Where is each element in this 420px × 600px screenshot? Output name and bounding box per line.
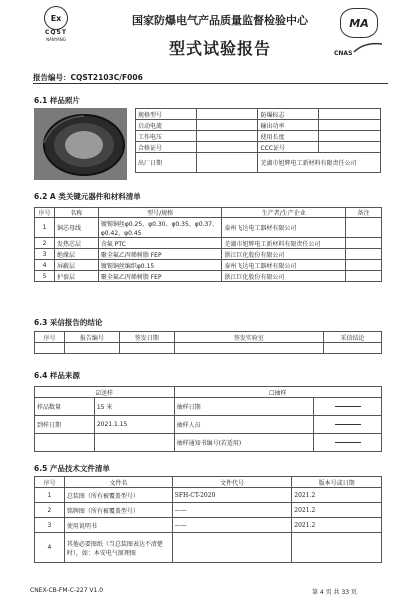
table-cell: 总装图（所有被覆盖型号） <box>64 488 172 503</box>
col-maker: 生产者/生产企业 <box>222 208 346 218</box>
adopted-reports-table <box>34 331 382 354</box>
checked-box-icon: ☑ <box>95 389 101 397</box>
table-cell <box>119 343 174 354</box>
sample-source-table <box>34 386 382 452</box>
table-cell: 镀锡铜丝编织φ0.15 <box>98 260 222 271</box>
report-number <box>33 72 143 83</box>
table-cell <box>35 434 95 452</box>
arrive-label: 到样日期 <box>35 416 95 434</box>
col-issue-date: 签发日期 <box>119 332 174 343</box>
table-cell: 4 <box>35 260 55 271</box>
table-cell: 3 <box>35 249 55 260</box>
cnas-swoosh-icon <box>352 40 386 56</box>
table-cell: 5 <box>35 271 55 282</box>
table-cell: —— <box>172 518 292 533</box>
field-model-label: 规格型号 <box>136 109 197 120</box>
table-cell <box>35 343 65 354</box>
field-ex-mark-value <box>319 109 381 120</box>
section-6-1-title: 6.1 样品照片 <box>34 96 80 105</box>
col-version: 版本号或日期 <box>292 477 382 488</box>
table-cell <box>346 271 382 282</box>
cma-logo: MA <box>340 8 378 38</box>
col-no: 序号 <box>35 477 65 488</box>
sample-photo <box>34 108 127 180</box>
col-spec: 型号/规格 <box>98 208 222 218</box>
col-no: 序号 <box>35 332 65 343</box>
qty-value: 15 米 <box>94 398 174 416</box>
col-name: 名称 <box>54 208 98 218</box>
field-length-value <box>319 131 381 142</box>
sample-date-label: 抽样日期 <box>174 398 314 416</box>
table-cell <box>324 343 382 354</box>
report-label: 报告编号： <box>33 73 71 82</box>
arrive-value: 2021.1.15 <box>94 416 174 434</box>
notice-value <box>314 434 382 452</box>
cnas-label: CNAS <box>334 50 353 57</box>
table-cell: —— <box>172 503 292 518</box>
table-cell <box>292 533 382 563</box>
form-number: CNEX-CB-FM-C-227 V1.0 <box>30 587 104 594</box>
table-cell: 聚全氟乙丙烯树脂 FEP <box>98 249 222 260</box>
col-no: 序号 <box>35 208 55 218</box>
section-6-5-title: 6.5 产品技术文件清单 <box>34 464 110 473</box>
field-length-label: 使用长度 <box>258 131 319 142</box>
table-cell <box>346 249 382 260</box>
table-cell: 护套层 <box>54 271 98 282</box>
notice-label: 抽样通知书编号(若适用) <box>174 434 314 452</box>
sampler-label: 抽样人员 <box>174 416 314 434</box>
table-cell <box>64 343 119 354</box>
table-cell: 2021.2 <box>292 488 382 503</box>
ex-seal: Ex <box>44 6 68 30</box>
option-draw-sample <box>174 387 381 398</box>
field-maker-label: 出厂日期 <box>136 153 197 173</box>
table-cell <box>94 434 174 452</box>
field-cert-label: 合格证号 <box>136 142 197 153</box>
section-6-4-title: 6.4 样品来源 <box>34 371 80 380</box>
tech-docs-table <box>34 476 382 563</box>
report-value: CQST2103C/F006 <box>70 73 143 82</box>
dash-line <box>335 406 361 407</box>
page-number: 第 4 页 共 33 页 <box>312 589 357 596</box>
field-voltage-value <box>196 131 258 142</box>
option-draw-label: 抽样 <box>274 389 287 397</box>
logo-sub: CQST <box>45 29 67 36</box>
dash-line <box>335 424 361 425</box>
sampler-value <box>314 416 382 434</box>
option-send-sample <box>35 387 175 398</box>
table-cell: 浙江巨化股份有限公司 <box>222 271 346 282</box>
field-ccc-value <box>319 142 381 153</box>
cnas-logo <box>352 40 386 56</box>
table-cell: 2 <box>35 238 55 249</box>
table-cell <box>346 218 382 238</box>
cable-coil-photo <box>34 108 127 180</box>
col-code: 文件代号 <box>172 477 292 488</box>
qty-label: 样品数量 <box>35 398 95 416</box>
col-filename: 文件名 <box>64 477 172 488</box>
table-cell: 铜芯母线 <box>54 218 98 238</box>
table-cell: 1 <box>35 488 65 503</box>
sample-date-value <box>314 398 382 416</box>
header-rule <box>33 83 388 84</box>
sample-info-table <box>135 108 381 173</box>
dash-line <box>335 442 361 443</box>
table-cell: 屏蔽层 <box>54 260 98 271</box>
field-maker-value: 芜湖市旭辉电工新材料有限责任公司 <box>258 153 381 173</box>
table-cell: 铭牌图（所有被覆盖型号） <box>64 503 172 518</box>
field-maker-blank <box>196 153 258 173</box>
table-cell: 2021.2 <box>292 503 382 518</box>
option-send-label: 送样 <box>100 389 113 397</box>
section-6-3-title: 6.3 采信报告的结论 <box>34 318 103 327</box>
field-voltage-label: 工作电压 <box>136 131 197 142</box>
logo-sub2: NANYANG <box>46 36 66 42</box>
table-cell: 芜湖市旭辉电工新材料有限责任公司 <box>222 238 346 249</box>
field-ccc-label: CCC证号 <box>258 142 319 153</box>
org-name: 国家防爆电气产品质量监督检验中心 <box>132 14 308 27</box>
table-cell <box>346 260 382 271</box>
col-report-no: 报告编号 <box>64 332 119 343</box>
col-remark: 备注 <box>346 208 382 218</box>
table-cell: 其他必要图纸（当总装图表达不清楚时），如：本安电气原理图 <box>64 533 172 563</box>
col-lab: 签发实验室 <box>174 332 323 343</box>
table-cell: 2021.2 <box>292 518 382 533</box>
table-cell <box>346 238 382 249</box>
table-cell: 绝缘层 <box>54 249 98 260</box>
unchecked-box-icon: ☐ <box>269 389 275 397</box>
table-cell: 3 <box>35 518 65 533</box>
field-ex-mark-label: 防爆标志 <box>258 109 319 120</box>
table-cell: 聚全氟乙丙烯树脂 FEP <box>98 271 222 282</box>
table-cell: 浙江巨化股份有限公司 <box>222 249 346 260</box>
table-cell: 2 <box>35 503 65 518</box>
table-cell: 泰州飞达电工器材有限公司 <box>222 260 346 271</box>
components-table <box>34 207 382 282</box>
table-cell: 发热芯层 <box>54 238 98 249</box>
field-cert-value <box>196 142 258 153</box>
doc-title: 型式试验报告 <box>168 39 271 58</box>
section-6-2-title: 6.2 A 类关键元器件和材料清单 <box>34 192 141 201</box>
table-cell: 泰州飞达电工器材有限公司 <box>222 218 346 238</box>
table-cell: 含氟 PTC <box>98 238 222 249</box>
table-cell: SFH-CT-2020 <box>172 488 292 503</box>
table-cell: 4 <box>35 533 65 563</box>
field-start-current-value <box>196 120 258 131</box>
field-power-label: 输出功率 <box>258 120 319 131</box>
table-cell: 1 <box>35 218 55 238</box>
table-cell <box>172 533 292 563</box>
cqst-logo <box>36 6 76 52</box>
table-cell: 镀锡铜丝φ0.25、φ0.30、φ0.35、φ0.37、φ0.42、φ0.45 <box>98 218 222 238</box>
field-start-current-label: 启动电流 <box>136 120 197 131</box>
col-conclusion: 采信结论 <box>324 332 382 343</box>
field-power-value <box>319 120 381 131</box>
table-cell <box>174 343 323 354</box>
table-cell: 使用说明书 <box>64 518 172 533</box>
field-model-value <box>196 109 258 120</box>
